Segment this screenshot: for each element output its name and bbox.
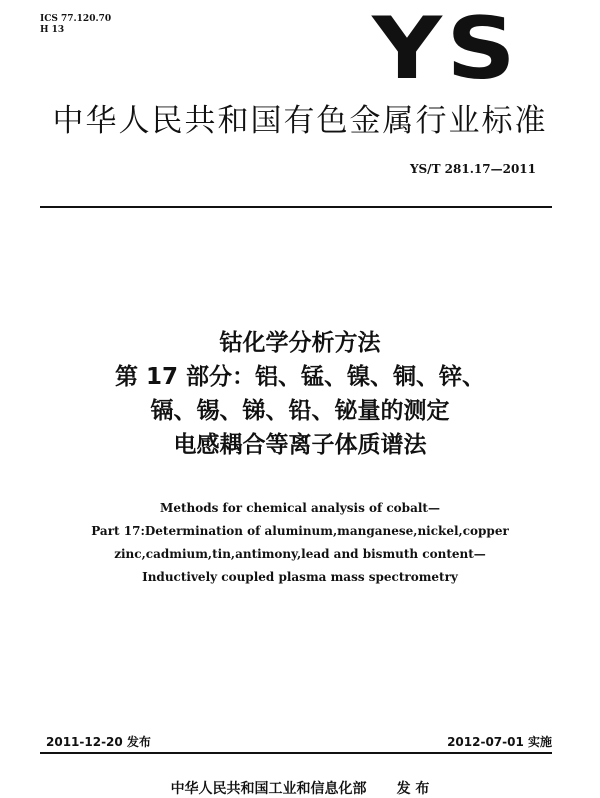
publisher-name: 中华人民共和国工业和信息化部 <box>170 781 367 797</box>
english-title-line: Part 17:Determination of aluminum,manganese,nickel,copper <box>91 524 509 538</box>
english-title-line: Methods for chemical analysis of cobalt— <box>160 501 440 515</box>
issue-date: 2011-12-20 发布 <box>46 735 151 749</box>
chinese-title <box>0 326 600 462</box>
footer-divider <box>40 752 552 754</box>
standard-number: YS/T 281.17—2011 <box>409 162 536 176</box>
chinese-title-line: 电感耦合等离子体质谱法 <box>173 432 427 458</box>
organization-title: 中华人民共和国有色金属行业标准 <box>52 103 548 139</box>
chinese-title-line: 镉、锡、锑、铅、铋量的测定 <box>150 398 450 424</box>
english-title-line: zinc,cadmium,tin,antimony,lead and bismuth content— <box>114 547 486 561</box>
ys-logo: YS <box>371 0 520 99</box>
classification-codes <box>40 14 111 36</box>
implement-date: 2012-07-01 实施 <box>447 735 552 749</box>
english-title <box>0 497 600 589</box>
category-code: H 13 <box>40 25 65 35</box>
ics-code: ICS 77.120.70 <box>40 14 112 24</box>
header-divider <box>40 206 552 208</box>
english-title-line: Inductively coupled plasma mass spectrometry <box>142 570 458 584</box>
chinese-title-line: 钴化学分析方法 <box>219 330 381 356</box>
publisher-line <box>0 778 600 798</box>
chinese-title-line: 第 17 部分：铝、锰、镍、铜、锌、 <box>114 364 486 390</box>
publish-label: 发 布 <box>396 781 430 797</box>
